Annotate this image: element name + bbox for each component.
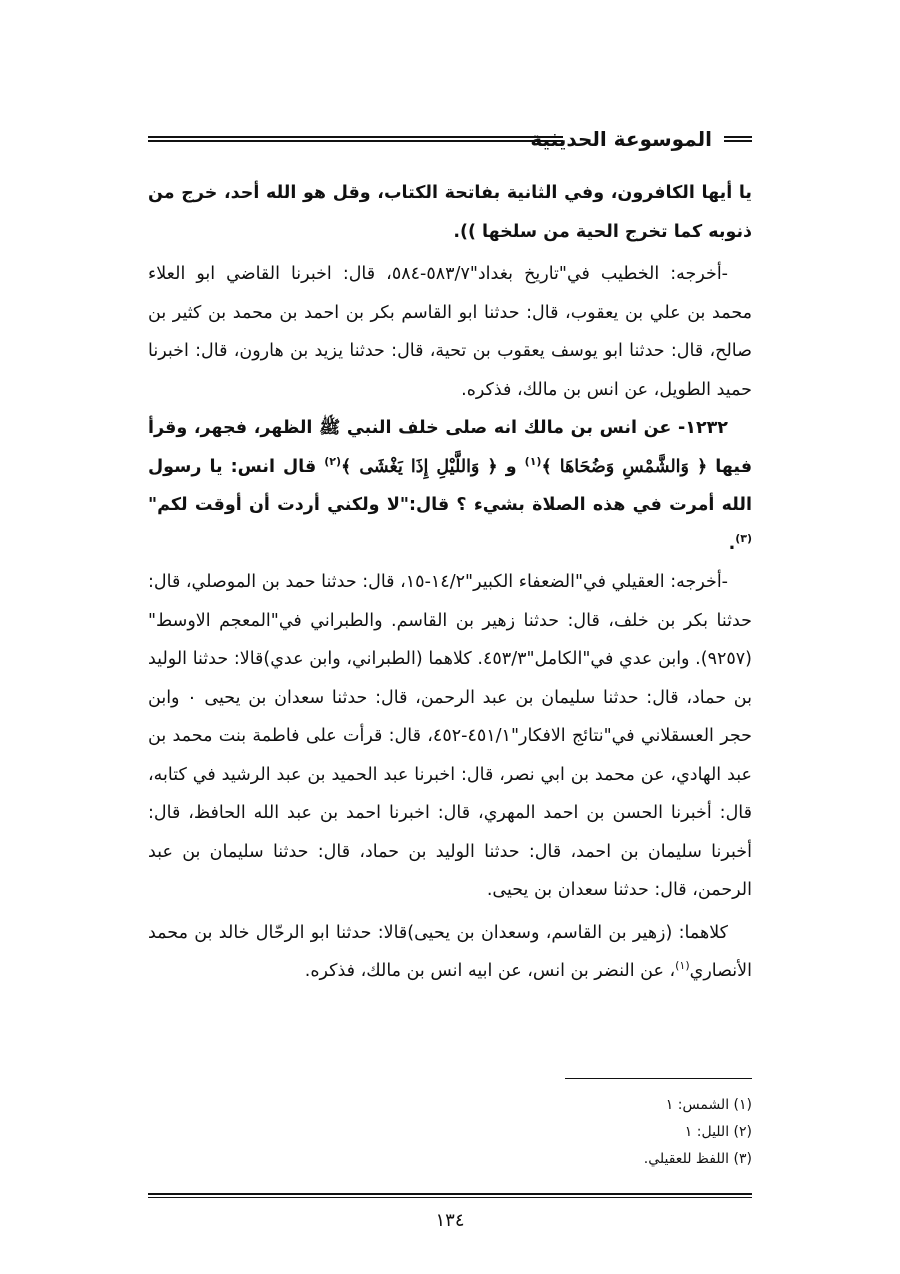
footnote-ref-2: (٢)	[324, 454, 342, 468]
footnote-2: (٢) الليل: ١	[684, 1124, 752, 1140]
header-rule-left	[148, 136, 563, 142]
page-number: ١٣٤	[435, 1210, 465, 1231]
paragraph-hadith-end: يا أيها الكافرون، وفي الثانية بفاتحة الكتاب، وقل هو الله أحد، خرج من ذنوبه كما تخرج الحية من سلخها )).	[148, 183, 752, 242]
conjunction: و	[505, 456, 517, 477]
quran-quote-layl: ﴿ وَاللَّيْلِ إِذَا يَغْشَى ﴾	[341, 456, 498, 477]
header-rule-right	[724, 136, 752, 142]
paragraph-takhrij-2: -أخرجه: العقيلي في"الضعفاء الكبير"١٤/٢-١٥، قال: حدثنا حمد بن الموصلي، قال: حدثنا بكر بن خلف، قال: حدثنا زهير بن القاسم. والطبراني في"المعجم الاوسط"(٩٢٥٧). وابن عدي في"الكامل"٤٥٣/٣. كلاهما (الطبراني، وابن عدي)قالا: حدثنا الوليد بن حماد، قال: حدثنا سليمان بن عبد الرحمن، قال: حدثنا سعدان بن يحيى ٠ وابن حجر العسقلاني في"نتائج الافكار"٤٥١/١-٤٥٢، قال: قرأت على فاطمة بنت محمد بن عبد الهادي، عن محمد بن ابي نصر، قال: اخبرنا عبد الحميد بن عبد الرشيد في كتابه، قال: أخبرنا الحسن بن احمد المهري، قال: اخبرنا احمد بن عبد الله الحافظ، قال: أخبرنا سليمان بن احمد، قال: حدثنا الوليد بن حماد، قال: حدثنا سليمان بن عبد الرحمن، قال: حدثنا سعدان بن يحيى.	[148, 572, 752, 900]
paragraph-text-end: ، عن النضر بن انس، عن ابيه انس بن مالك، فذكره.	[304, 961, 676, 981]
footnote-ref-3: (٣)	[735, 531, 752, 545]
footnote-ref-4: (١)	[675, 959, 690, 973]
page-header	[148, 122, 752, 156]
footnote-1: (١) الشمس: ١	[665, 1097, 752, 1113]
footnote-ref-1: (١)	[524, 454, 542, 468]
quran-quote-shams: ﴿ وَالشَّمْسِ وَضُحَاهَا ﴾	[541, 456, 708, 477]
paragraph-text-start: كلاهما: (زهير بن القاسم، وسعدان بن يحيى)قالا: حدثنا ابو الرحّال خالد بن محمد الأنصاري	[148, 922, 752, 981]
footer-rule	[148, 1193, 752, 1198]
footnote-3: (٣) اللفظ للعقيلي.	[643, 1151, 752, 1167]
footnote-separator	[565, 1078, 752, 1079]
hadith-text-mid: قال انس: يا رسول الله أمرت في هذه الصلاة بشيء ؟ قال:"لا ولكني أردت أن أوقت لكم"	[148, 456, 752, 515]
footnotes	[500, 1092, 752, 1173]
hadith-text-start: ١٢٣٢- عن انس بن مالك انه صلى خلف النبي ﷺ الظهر، فجهر، وقرأ فيها	[148, 418, 753, 477]
paragraph-takhrij-3	[148, 914, 752, 991]
page-body	[148, 174, 752, 991]
hadith-text-end: .	[728, 533, 736, 554]
paragraph-takhrij-1: -أخرجه: الخطيب في"تاريخ بغداد"٥٨٣/٧-٥٨٤، قال: اخبرنا القاضي ابو العلاء محمد بن علي بن يعقوب، قال: حدثنا ابو القاسم بكر بن احمد بن محمد بن كثير بن صالح، قال: حدثنا ابو يوسف يعقوب بن تحية، قال: حدثنا يزيد بن هارون، قال: اخبرنا حميد الطويل، عن انس بن مالك، فذكره.	[148, 264, 752, 400]
header-title: الموسوعة الحديثية	[530, 127, 712, 151]
paragraph-hadith-1232	[148, 409, 752, 563]
